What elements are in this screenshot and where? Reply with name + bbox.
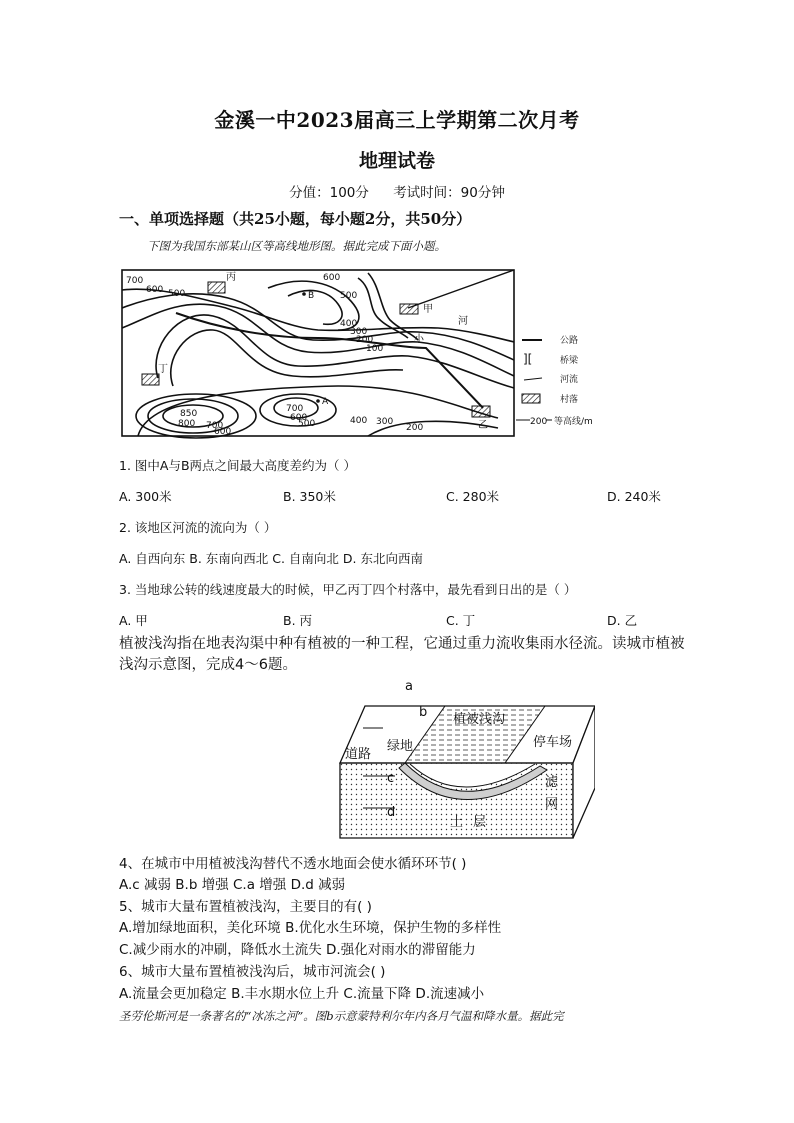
q5-options-line2[interactable]: C.减少雨水的冲刷，降低水土流失 D.强化对雨水的滞留能力 xyxy=(119,942,476,958)
label-green: 绿地 xyxy=(387,739,414,754)
contour-label: 700 xyxy=(206,421,224,431)
label-parking: 停车场 xyxy=(533,735,573,750)
label-road: 道路 xyxy=(345,747,372,762)
legend-label: 村落 xyxy=(560,395,579,405)
question-6: 6、城市大量布置植被浅沟后，城市河流会( ) xyxy=(119,964,386,980)
label-d: d xyxy=(387,805,396,820)
contour-label: 600 xyxy=(323,273,341,283)
question-2: 2. 该地区河流的流向为（ ） xyxy=(119,520,277,535)
legend-label: 200 xyxy=(530,417,548,427)
contour-label: 500 xyxy=(298,419,316,429)
contour-map xyxy=(118,268,688,440)
village-甲-icon xyxy=(400,304,418,314)
question-4: 4、在城市中用植被浅沟替代不透水地面会使水循环环节( ) xyxy=(119,856,467,872)
contour-label: 600 xyxy=(146,285,164,295)
legend-label: 河流 xyxy=(560,375,579,385)
contour-label: 100 xyxy=(366,344,384,354)
label-swale: 植被浅沟 xyxy=(453,712,506,727)
score-text: 分值：100分 xyxy=(289,185,369,201)
legend-label: 等高线/m xyxy=(554,417,593,427)
question-1: 1. 图中A与B两点之间最大高度差约为（ ） xyxy=(119,458,357,473)
river-label: 小 xyxy=(414,334,424,345)
label-filter-1: 滤 xyxy=(545,775,559,790)
contour-label: 600 xyxy=(290,413,308,423)
q1-option-b[interactable]: B. 350米 xyxy=(283,489,336,504)
contour-label: 200 xyxy=(406,423,424,433)
question-5: 5、城市大量布置植被浅沟，主要目的有( ) xyxy=(119,899,372,915)
bridge-icon: ][ xyxy=(523,352,533,366)
village-label: 丁 xyxy=(158,364,168,375)
section-intro: 下图为我国东部某山区等高线地形图。据此完成下面小题。 xyxy=(147,239,446,253)
contour-label: 700 xyxy=(286,404,304,414)
village-label: 甲 xyxy=(423,304,433,315)
label-b: b xyxy=(419,705,428,720)
contour-label: 500 xyxy=(340,291,358,301)
label-filter-2: 网 xyxy=(545,797,559,812)
time-text: 考试时间：90分钟 xyxy=(393,185,505,201)
village-丁-icon xyxy=(142,374,159,385)
section-heading: 一、单项选择题（共25小题，每小题2分，共50分） xyxy=(119,210,472,228)
village-丙-icon xyxy=(208,282,225,293)
contour-label: 300 xyxy=(350,327,368,337)
label-c: c xyxy=(387,771,395,786)
legend-label: 桥梁 xyxy=(560,356,579,366)
q4-options[interactable]: A.c 减弱 B.b 增强 C.a 增强 D.d 减弱 xyxy=(119,877,346,893)
contour-label: 850 xyxy=(180,409,198,419)
q3-option-a[interactable]: A. 甲 xyxy=(119,613,148,628)
contour-label: 500 xyxy=(168,289,186,299)
next-passage: 圣劳伦斯河是一条著名的“冰冻之河”。图b示意蒙特利尔年内各月气温和降水量。据此完 xyxy=(119,1009,564,1023)
q1-option-a[interactable]: A. 300米 xyxy=(119,489,172,504)
q1-option-d[interactable]: D. 240米 xyxy=(607,489,661,504)
village-legend-icon xyxy=(522,394,540,403)
q3-option-d[interactable]: D. 乙 xyxy=(607,613,638,628)
river-label: 河 xyxy=(458,316,468,327)
swale-diagram xyxy=(335,678,595,848)
q6-options[interactable]: A.流量会更加稳定 B.丰水期水位上升 C.流量下降 D.流速减小 xyxy=(119,986,485,1002)
question-3: 3. 当地球公转的线速度最大的时候，甲乙丙丁四个村落中，最先看到日出的是（ ） xyxy=(119,582,577,597)
contour-label: 300 xyxy=(376,417,394,427)
exam-title: 金溪一中2023届高三上学期第二次月考 xyxy=(214,108,580,132)
q1-option-c[interactable]: C. 280米 xyxy=(446,489,500,504)
passage-2: 植被浅沟指在地表沟渠中种有植被的一种工程，它通过重力流收集雨水径流。读城市植被浅沟示意图，完成4～6题。 xyxy=(119,636,685,673)
village-label: 丙 xyxy=(226,272,236,283)
contour-label: 200 xyxy=(356,335,374,345)
q5-options-line1[interactable]: A.增加绿地面积，美化环境 B.优化水生环境，保护生物的多样性 xyxy=(119,920,502,936)
label-a: a xyxy=(405,679,413,694)
legend-label: 公路 xyxy=(560,336,579,346)
contour-label: 800 xyxy=(178,419,196,429)
q3-option-b[interactable]: B. 丙 xyxy=(283,613,313,628)
q3-option-c[interactable]: C. 丁 xyxy=(446,613,476,628)
label-soil-2: 层 xyxy=(473,815,487,830)
point-B: B xyxy=(308,291,315,301)
village-乙-icon xyxy=(472,406,490,417)
label-soil-1: 土 xyxy=(450,815,464,830)
exam-subject: 地理试卷 xyxy=(358,150,435,172)
contour-label: 600 xyxy=(214,427,232,437)
contour-label: 400 xyxy=(340,319,358,329)
exam-meta xyxy=(0,181,794,201)
village-label: 乙 xyxy=(478,420,488,431)
contour-label: 700 xyxy=(126,276,144,286)
point-A: A xyxy=(322,397,329,407)
q2-options[interactable]: A. 自西向东 B. 东南向西北 C. 自南向北 D. 东北向西南 xyxy=(119,551,423,566)
contour-label: 400 xyxy=(350,416,368,426)
